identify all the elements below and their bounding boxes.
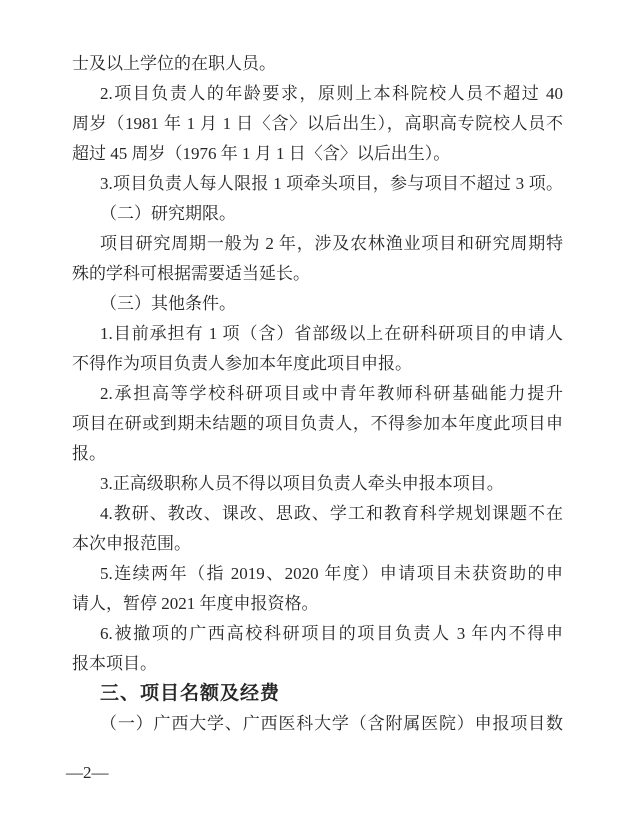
text-line: 项目在研或到期未结题的项目负责人，不得参加本年度此项目申 xyxy=(72,414,563,433)
text-line: 4.教研、教改、课改、思政、学工和教育科学规划课题不在 xyxy=(100,504,563,523)
text-line: 请人，暂停 2021 年度申报资格。 xyxy=(72,594,319,613)
text-line: 2.项目负责人的年龄要求，原则上本科院校人员不超过 40 xyxy=(100,84,563,103)
text-line: 本次申报范围。 xyxy=(72,534,191,553)
text-line: 6.被撤项的广西高校科研项目的项目负责人 3 年内不得申 xyxy=(100,624,563,643)
text-line: 项目研究周期一般为 2 年，涉及农林渔业项目和研究周期特 xyxy=(100,234,563,253)
text-line: （一）广西大学、广西医科大学（含附属医院）申报项目数 xyxy=(100,714,563,733)
text-line: 2.承担高等学校科研项目或中青年教师科研基础能力提升 xyxy=(100,384,563,403)
text-line: 1.目前承担有 1 项（含）省部级以上在研科研项目的申请人 xyxy=(100,324,563,343)
text-line: （三）其他条件。 xyxy=(100,294,236,313)
text-line: 士及以上学位的在职人员。 xyxy=(72,54,276,73)
text-line: 不得作为项目负责人参加本年度此项目申报。 xyxy=(72,354,412,373)
text-line: （二）研究期限。 xyxy=(100,204,236,223)
text-line: 报。 xyxy=(72,444,106,463)
page-number: —2— xyxy=(66,763,109,782)
content xyxy=(72,49,563,739)
text-line: 超过 45 周岁（1976 年 1 月 1 日〈含〉以后出生）。 xyxy=(72,144,451,163)
text-line: 3.项目负责人每人限报 1 项牵头项目，参与项目不超过 3 项。 xyxy=(100,174,563,193)
section-heading: 三、项目名额及经费 xyxy=(100,683,281,704)
text-line: 3.正高级职称人员不得以项目负责人牵头申报本项目。 xyxy=(100,474,504,493)
text-line: 报本项目。 xyxy=(72,654,157,673)
text-line: 殊的学科可根据需要适当延长。 xyxy=(72,264,310,283)
text-line: 5.连续两年（指 2019、2020 年度）申请项目未获资助的申 xyxy=(100,564,563,583)
text-line: 周岁（1981 年 1 月 1 日〈含〉以后出生），高职高专院校人员不 xyxy=(72,114,563,133)
